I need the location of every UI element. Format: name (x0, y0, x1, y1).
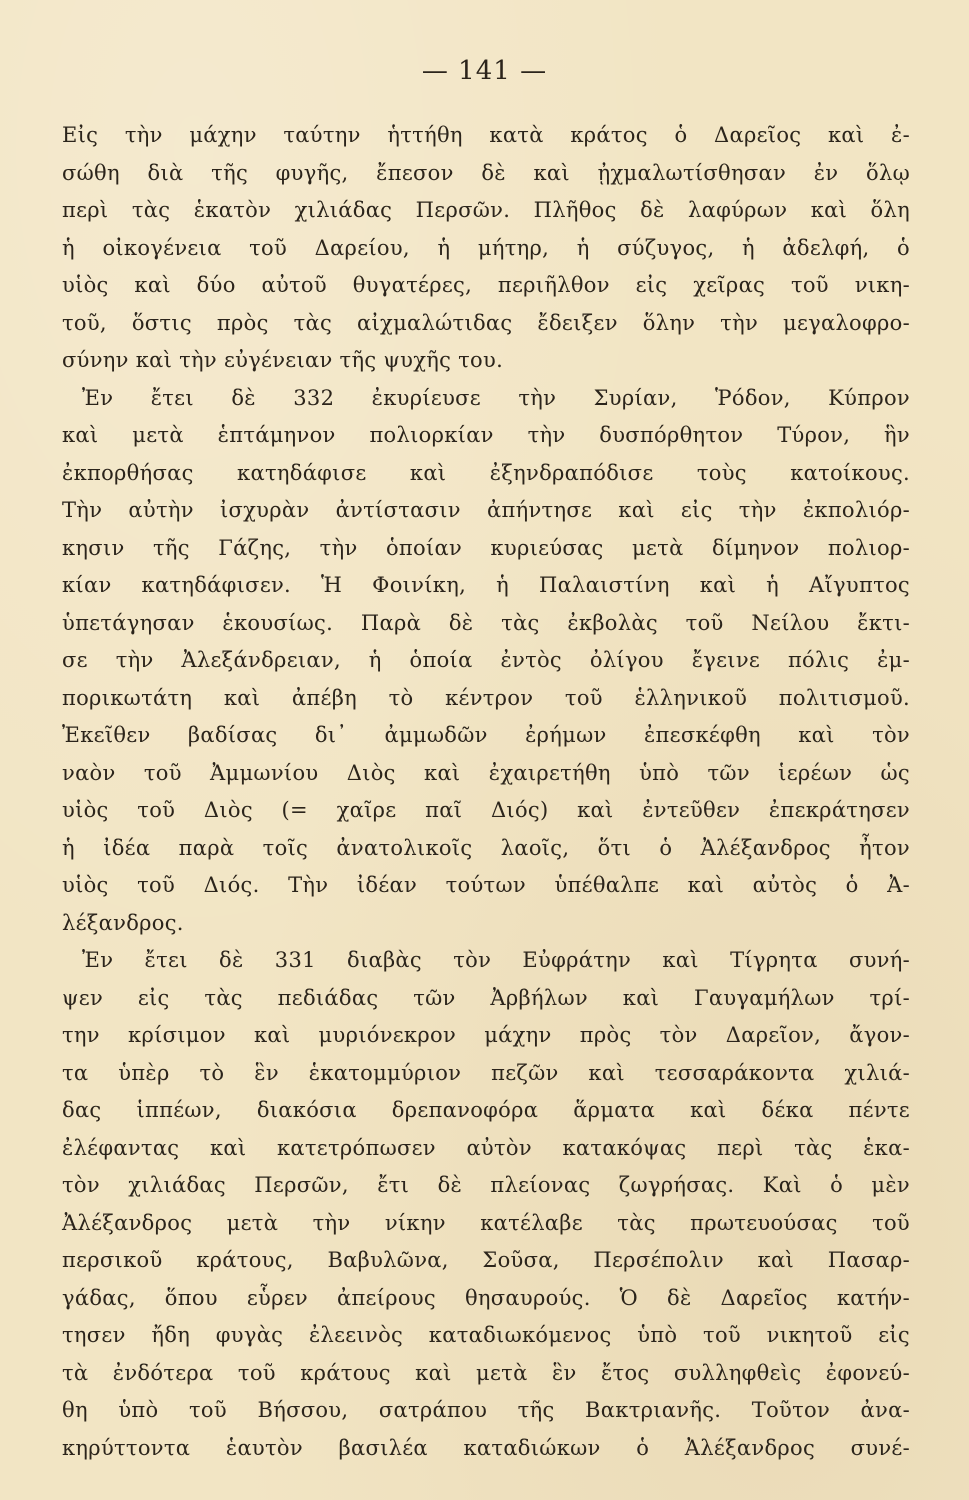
text-line: Εἰς τὴν μάχην ταύτην ἡττήθη κατὰ κράτος ὁ Δαρεῖος καὶ ἐ- (62, 123, 910, 147)
text-line: τησεν ἤδη φυγὰς ἐλεεινὸς καταδιωκόμενος ὑπὸ τοῦ νικητοῦ εἰς (62, 1323, 910, 1347)
text-line: υἱὸς τοῦ Διὸς (= χαῖρε παῖ Διός) καὶ ἐντεῦθεν ἐπεκράτησεν (62, 798, 910, 822)
text-line: ἡ οἰκογένεια τοῦ Δαρείου, ἡ μήτηρ, ἡ σύζυγος, ἡ ἀδελφή, ὁ (62, 235, 910, 260)
text-line: Ἐν ἔτει δὲ 331 διαβὰς τὸν Εὐφράτην καὶ Τίγρητα συνή- (82, 948, 910, 972)
text-line: περσικοῦ κράτους, Βαβυλῶνα, Σοῦσα, Περσέπολιν καὶ Πασαρ- (62, 1248, 910, 1272)
text-line: κηρύττοντα ἑαυτὸν βασιλέα καταδιώκων ὁ Ἀλέξανδρος συνέ- (62, 1435, 910, 1460)
text-line: δας ἱππέων, διακόσια δρεπανοφόρα ἅρματα καὶ δέκα πέντε (62, 1098, 910, 1122)
text-line: ὑπετάγησαν ἑκουσίως. Παρὰ δὲ τὰς ἐκβολὰς τοῦ Νείλου ἔκτι- (62, 610, 910, 635)
body-text (62, 117, 910, 1467)
text-line: θη ὑπὸ τοῦ Βήσσου, σατράπου τῆς Βακτριανῆς. Τοῦτον ἀνα- (62, 1398, 910, 1422)
text-line: κησιν τῆς Γάζης, τὴν ὁποίαν κυριεύσας μετὰ δίμηνον πολιορ- (62, 535, 910, 560)
text-line: πορικωτάτη καὶ ἀπέβη τὸ κέντρον τοῦ ἑλληνικοῦ πολιτισμοῦ. (62, 685, 910, 710)
text-line: τοῦ, ὅστις πρὸς τὰς αἰχμαλώτιδας ἔδειξεν ὅλην τὴν μεγαλοφρο- (62, 310, 910, 335)
text-line: Ἀλέξανδρος μετὰ τὴν νίκην κατέλαβε τὰς πρωτευούσας τοῦ (62, 1210, 910, 1235)
text-line: γάδας, ὅπου εὗρεν ἀπείρους θησαυρούς. Ὁ δὲ Δαρεῖος κατήν- (62, 1285, 910, 1310)
text-line: ἐλέφαντας καὶ κατετρόπωσεν αὐτὸν κατακόψας περὶ τὰς ἑκα- (62, 1135, 910, 1160)
text-line: σύνην καὶ τὴν εὐγένειαν τῆς ψυχῆς του. (62, 348, 504, 372)
text-line: ναὸν τοῦ Ἀμμωνίου Διὸς καὶ ἐχαιρετήθη ὑπὸ τῶν ἱερέων ὡς (62, 760, 910, 785)
text-line: υἱὸς τοῦ Διός. Τὴν ἰδέαν τούτων ὑπέθαλπε καὶ αὐτὸς ὁ Ἀ- (62, 873, 910, 897)
text-line: τα ὑπὲρ τὸ ἓν ἑκατομμύριον πεζῶν καὶ τεσσαράκοντα χιλιά- (62, 1060, 910, 1085)
text-line: υἱὸς καὶ δύο αὐτοῦ θυγατέρες, περιῆλθον εἰς χεῖρας τοῦ νικη- (62, 273, 910, 297)
text-line: ψεν εἰς τὰς πεδιάδας τῶν Ἀρβήλων καὶ Γαυγαμήλων τρί- (62, 985, 910, 1010)
text-line: την κρίσιμον καὶ μυριόνεκρον μάχην πρὸς τὸν Δαρεῖον, ἄγον- (62, 1023, 910, 1047)
text-line: Ἐν ἔτει δὲ 332 ἐκυρίευσε τὴν Συρίαν, Ῥόδον, Κύπρον (82, 385, 910, 410)
text-line: τὰ ἐνδότερα τοῦ κράτους καὶ μετὰ ἓν ἔτος συλληφθεὶς ἐφονεύ- (62, 1360, 910, 1385)
text-line: περὶ τὰς ἑκατὸν χιλιάδας Περσῶν. Πλῆθος δὲ λαφύρων καὶ ὅλη (62, 198, 910, 222)
text-line: καὶ μετὰ ἑπτάμηνον πολιορκίαν τὴν δυσπόρθητον Τύρον, ἣν (62, 423, 910, 447)
text-line: λέξανδρος. (62, 910, 184, 935)
text-line: ἐκπορθήσας κατηδάφισε καὶ ἐξηνδραπόδισε τοὺς κατοίκους. (62, 460, 910, 485)
text-line: τὸν χιλιάδας Περσῶν, ἔτι δὲ πλείονας ζωγρήσας. Καὶ ὁ μὲν (62, 1173, 910, 1197)
text-line: σώθη διὰ τῆς φυγῆς, ἔπεσον δὲ καὶ ᾐχμαλωτίσθησαν ἐν ὅλῳ (62, 160, 910, 185)
page-number: — 141 — (421, 56, 548, 86)
text-line: κίαν κατηδάφισεν. Ἡ Φοινίκη, ἡ Παλαιστίνη καὶ ἡ Αἴγυπτος (62, 573, 910, 597)
text-line: Ἐκεῖθεν βαδίσας δι᾽ ἀμμωδῶν ἐρήμων ἐπεσκέφθη καὶ τὸν (62, 723, 910, 747)
text-line: Τὴν αὐτὴν ἰσχυρὰν ἀντίστασιν ἀπήντησε καὶ εἰς τὴν ἐκπολιόρ- (62, 498, 910, 522)
text-line: σε τὴν Ἀλεξάνδρειαν, ἡ ὁποία ἐντὸς ὀλίγου ἔγεινε πόλις ἐμ- (62, 648, 910, 672)
text-line: ἡ ἰδέα παρὰ τοῖς ἀνατολικοῖς λαοῖς, ὅτι ὁ Ἀλέξανδρος ἦτον (62, 835, 910, 860)
